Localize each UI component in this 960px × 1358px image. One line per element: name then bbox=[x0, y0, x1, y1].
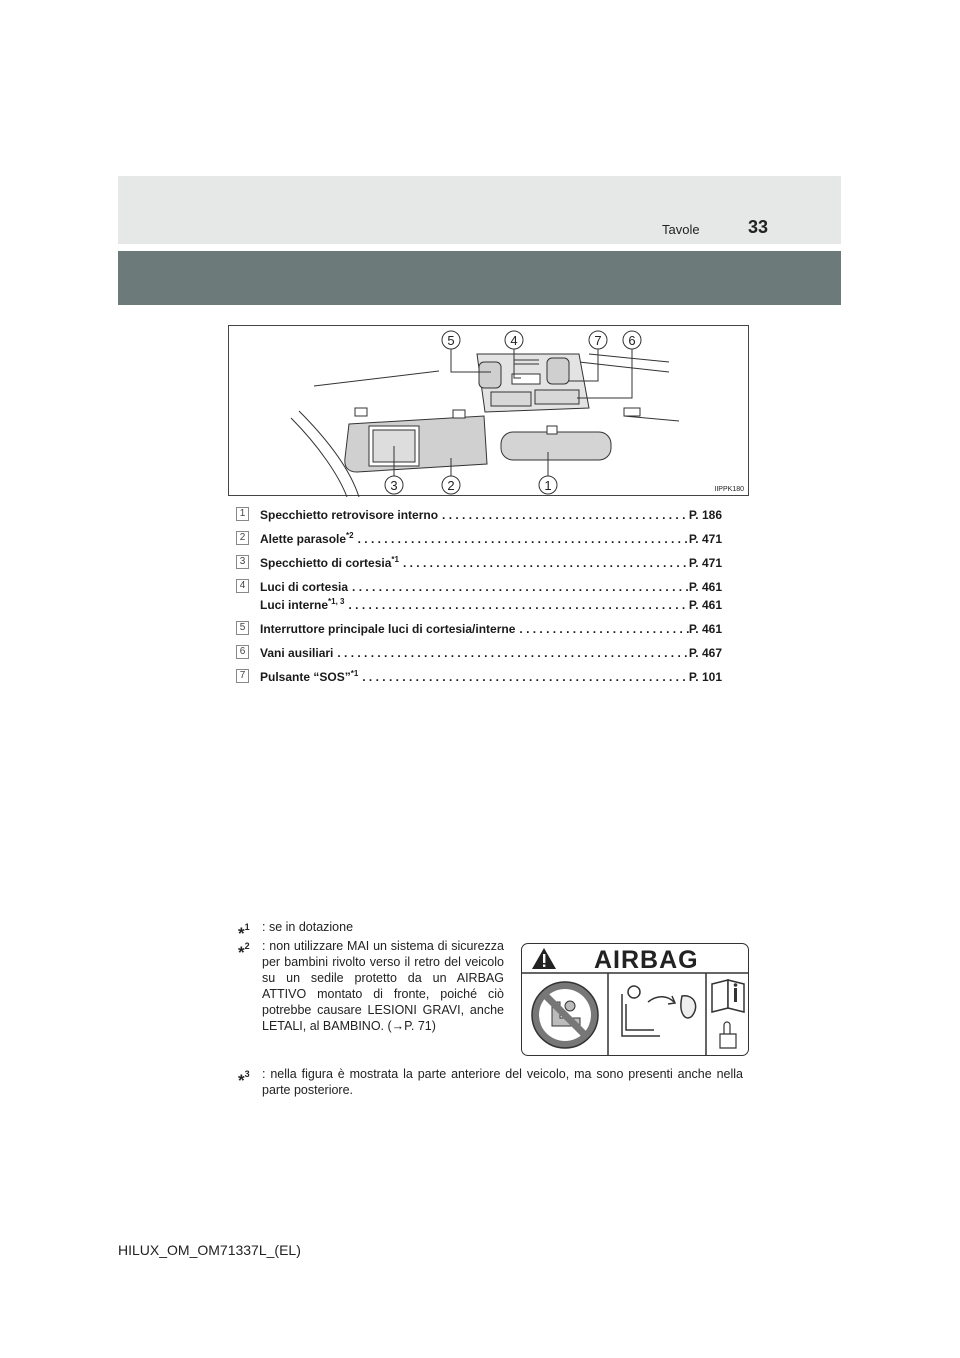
overhead-console-figure bbox=[228, 325, 749, 496]
airbag-warning-label bbox=[521, 943, 749, 1056]
page-reference-link[interactable]: P. 186 bbox=[688, 508, 722, 522]
item-number: 5 bbox=[236, 621, 249, 635]
list-item bbox=[236, 644, 726, 662]
footnote-number: 2 bbox=[244, 941, 250, 951]
list-item bbox=[236, 578, 726, 596]
page-reference-link[interactable]: P. 101 bbox=[688, 670, 722, 684]
footnote-text: : se in dotazione bbox=[262, 920, 354, 934]
item-label: Alette parasole bbox=[260, 532, 347, 546]
item-number: 4 bbox=[236, 579, 249, 593]
footnote-text: : non utilizzare MAI un sistema di sicurezza per bambini rivolto verso il retro del veicolo su un sedile protetto da un AIRBAG ATTIVO montato di fronte, poiché ciò potrebbe causare LESIONI GRAVI, anche LETALI, al BAMBINO. (→P. 71) bbox=[262, 939, 504, 1033]
list-item bbox=[236, 668, 726, 686]
airbag-deployment-icon bbox=[622, 986, 696, 1036]
footnote-mark: *1, 3 bbox=[328, 597, 345, 606]
figure-code: IIPPK180 bbox=[714, 486, 744, 493]
header-band bbox=[118, 176, 841, 244]
footnote-number: 1 bbox=[244, 922, 250, 932]
item-number: 6 bbox=[236, 645, 249, 659]
page-reference-link[interactable]: P. 461 bbox=[688, 580, 722, 594]
item-number: 2 bbox=[236, 531, 249, 545]
document-code-footer: HILUX_OM_OM71337L_(EL) bbox=[118, 1242, 301, 1258]
list-item bbox=[236, 506, 726, 524]
item-label: Luci interne bbox=[260, 598, 329, 612]
callout-2: 2 bbox=[447, 478, 455, 493]
footnote-mark: *1 bbox=[350, 669, 359, 678]
item-number: 1 bbox=[236, 507, 249, 521]
footnote-text: : nella figura è mostrata la parte anteriore del veicolo, ma sono presenti anche nella parte posteriore. bbox=[262, 1067, 743, 1097]
footnote-number: 3 bbox=[244, 1069, 250, 1079]
callout-7: 7 bbox=[594, 333, 602, 348]
page-reference-link[interactable]: P. 461 bbox=[688, 622, 722, 636]
item-label: Specchietto di cortesia bbox=[260, 556, 392, 570]
callout-1: 1 bbox=[544, 478, 552, 493]
page-reference-link[interactable]: P. 471 bbox=[688, 556, 722, 570]
callout-6: 6 bbox=[628, 333, 636, 348]
page-reference-link[interactable]: P. 467 bbox=[688, 646, 722, 660]
pointing-hand-icon bbox=[720, 1022, 736, 1048]
item-number: 3 bbox=[236, 555, 249, 569]
page-reference-link[interactable]: P. 461 bbox=[688, 598, 722, 612]
list-item bbox=[236, 596, 726, 614]
callout-4: 4 bbox=[510, 333, 518, 348]
page-number: 33 bbox=[748, 217, 769, 237]
airbag-label-title: AIRBAG bbox=[594, 946, 699, 974]
interior-illustration bbox=[229, 326, 750, 497]
section-title: Tavole bbox=[662, 222, 700, 237]
item-label: Pulsante “SOS” bbox=[260, 670, 351, 684]
item-label: Vani ausiliari bbox=[260, 646, 334, 660]
footnote-mark: *2 bbox=[346, 531, 354, 540]
page-reference-link[interactable]: P. 471 bbox=[688, 532, 722, 546]
no-child-seat-icon bbox=[532, 982, 598, 1048]
item-label: Luci di cortesia bbox=[260, 580, 349, 594]
list-item bbox=[236, 530, 726, 548]
callout-5: 5 bbox=[447, 333, 455, 348]
footnote-mark: *1 bbox=[391, 555, 399, 564]
callout-3: 3 bbox=[390, 478, 398, 493]
warning-triangle-icon bbox=[532, 948, 556, 969]
item-number: 7 bbox=[236, 669, 249, 683]
header-dark-band bbox=[118, 251, 841, 305]
list-item bbox=[236, 554, 726, 572]
list-item bbox=[236, 620, 726, 638]
manual-info-icon bbox=[712, 980, 744, 1012]
item-label: Interruttore principale luci di cortesia/interne bbox=[260, 622, 516, 636]
item-label: Specchietto retrovisore interno bbox=[260, 508, 439, 522]
